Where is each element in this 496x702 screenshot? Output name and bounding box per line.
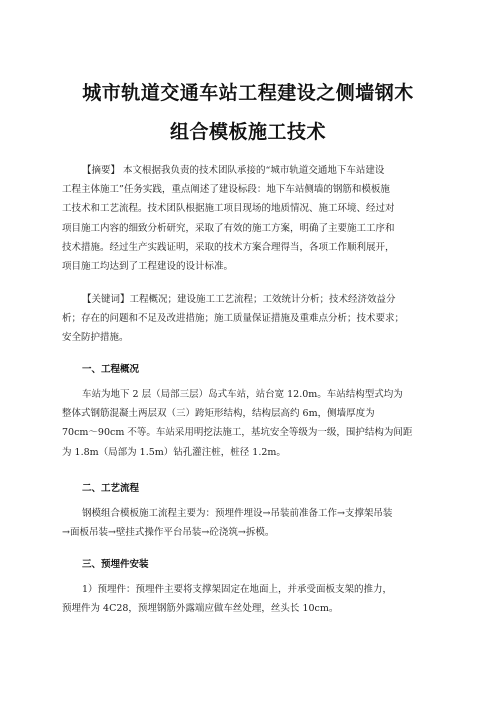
section-line: 1）预埋件：预埋件主要将支撑架固定在地面上，并承受面板支架的推力，	[82, 584, 393, 595]
section-body	[62, 385, 442, 462]
section-line: 钢模组合模板施工流程主要为：预埋件埋设→吊装前准备工作→支撑架吊装	[82, 508, 393, 519]
section-body	[62, 580, 442, 618]
section-line: 70cm～90cm 不等。车站采用明挖法施工，基坑安全等级为一级，围护结构为间距	[62, 427, 413, 439]
abstract-line: 技术措施。经过生产实践证明，采取的技术方案合理得当，各项工作顺利展开，	[62, 241, 395, 253]
keywords-line: 【关键词】工程概况；建设施工工艺流程；工效统计分析；技术经济效益分	[82, 294, 396, 305]
section-line: 预埋件为 4C28，预埋钢筋外露端应做车丝处理，丝头长 10cm。	[62, 603, 339, 615]
section-heading: 一、工程概况	[82, 364, 140, 375]
abstract-line: 项目施工均达到了工程建设的设计标准。	[62, 260, 234, 272]
abstract-line: 【摘要】 本文根据我负责的技术团队承接的“城市轨道交通地下车站建设	[82, 165, 385, 176]
abstract-line: 工程主体施工”任务实践，重点阐述了建设标段：地下车站侧墙的钢筋和模板施	[62, 184, 390, 196]
section-line: 为 1.8m（局部为 1.5m）钻孔灌注桩，桩径 1.2m。	[62, 446, 286, 458]
document-title-line-2: 组合模板施工技术	[169, 121, 326, 143]
keywords-line: 析；存在的问题和不足及改进措施；施工质量保证措施及重难点分析；技术要求；	[62, 313, 405, 325]
section-line: →面板吊装→壁挂式操作平台吊装→砼浇筑→拆模。	[62, 527, 275, 539]
abstract-paragraph	[62, 161, 442, 276]
section-body	[62, 504, 442, 542]
keywords-line: 安全防护措施。	[62, 332, 129, 344]
section-heading: 三、预埋件安装	[82, 559, 149, 570]
abstract-line: 工技术和工艺流程。技术团队根据施工项目现场的地质情况、施工环境、经过对	[62, 203, 395, 215]
section-line: 整体式钢筋混凝土两层双（三）跨矩形结构，结构层高约 6m，侧墙厚度为	[62, 408, 375, 420]
keywords-paragraph	[62, 290, 442, 348]
section-heading: 二、工艺流程	[82, 483, 140, 494]
section-line: 车站为地下 2 层（局部三层）岛式车站，站台宽 12.0m。车站结构型式均为	[82, 389, 403, 400]
document-title-line-1: 城市轨道交通车站工程建设之侧墙钢木	[82, 82, 414, 104]
abstract-line: 项目施工内容的细致分析研究，采取了有效的施工方案，明确了主要施工工序和	[62, 222, 395, 234]
